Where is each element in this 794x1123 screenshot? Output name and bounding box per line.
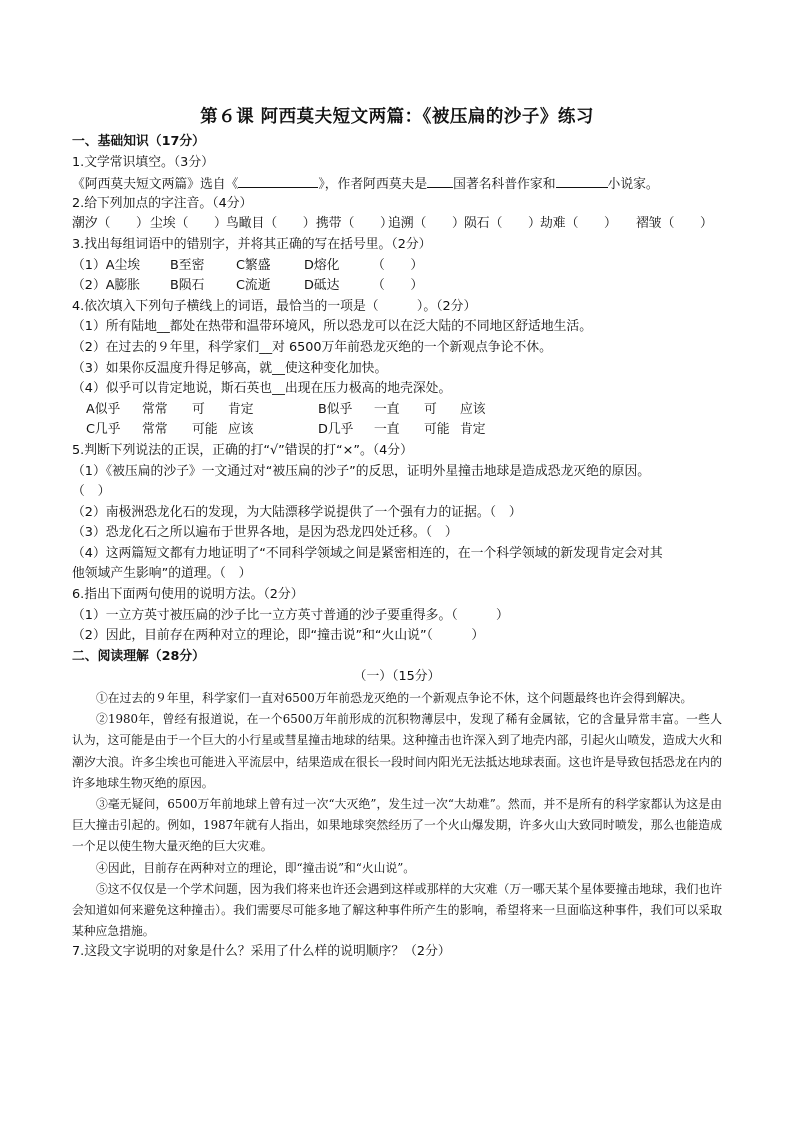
pinyin-item: 尘埃（ ）: [150, 216, 227, 232]
passage-paragraph-3: ③毫无疑问，6500万年前地球上曾有过一次“大灭绝”，发生过一次“大劫难”。然而，并不是所有的科学家都认为这是由巨大撞击引起的。例如，1987年就有人指出，如果地球突然经历了一个火山爆发期，许多火山大致同时喷发，那么也能造成一个足以使生物大量灭绝的巨大灾难。: [72, 797, 722, 854]
question-4-sentence-3: （3）如果你反温度升得足够高，就__使这种变化加快。: [72, 360, 388, 376]
section-heading-basics: 一、基础知识（17分）: [72, 134, 205, 149]
option-word: 可能: [424, 422, 450, 438]
question-2-heading: 2.给下列加点的字注音。（4分）: [72, 195, 253, 211]
option: （2）A膨胀: [72, 278, 141, 294]
question-1-text-d: 小说家。: [607, 177, 659, 193]
answer-bracket[interactable]: （ ）: [72, 484, 111, 500]
option-word: C几乎: [86, 422, 121, 438]
question-3-heading: 3.找出每组词语中的错别字，并将其正确的写在括号里。（2分）: [72, 236, 432, 252]
section-heading-reading: 二、阅读理解（28分）: [72, 648, 205, 664]
question-6-sentence-2: （2）因此，目前存在两种对立的理论，即“撞击说”和“火山说”（ ）: [72, 628, 485, 644]
option-word: B似乎: [318, 401, 353, 417]
answer-blank-country[interactable]: [427, 173, 453, 188]
option-word: 应该: [228, 422, 254, 438]
passage-paragraph-5: ⑤这不仅仅是一个学术问题，因为我们将来也许还会遇到这样或那样的大灾难（万一哪天某个星体要撞击地球，我们也许会知道如何来避免这种撞击）。我们需要尽可能多地了解这种事件所产生的影响，希望将来一旦面临这种事件，我们可以采取某种应急措施。: [72, 881, 722, 939]
answer-blank-book[interactable]: [238, 173, 318, 188]
answer-bracket[interactable]: （ ）: [372, 257, 424, 273]
question-5-statement-4-cont: 他领域产生影响”的道理。（ ）: [72, 566, 252, 582]
option: （1）A尘埃: [72, 257, 141, 273]
passage-paragraph-1: ①在过去的９年里，科学家们一直对6500万年前恐龙灭绝的一个新观点争论不休，这个问题最终也许会得到解决。: [96, 691, 693, 706]
option-word: 可: [424, 401, 437, 417]
option-word: D几乎: [318, 422, 354, 438]
question-5-statement-2: （2）南极洲恐龙化石的发现，为大陆漂移学说提供了一个强有力的证据。（ ）: [72, 504, 522, 520]
option-word: 一直: [374, 401, 400, 417]
option-word: 应该: [460, 401, 486, 417]
pinyin-item: 陨石（ ）: [464, 216, 541, 232]
pinyin-item: 劫难（ ）: [540, 216, 617, 232]
question-4-sentence-1: （1）所有陆地__都处在热带和温带环境风，所以恐龙可以在泛大陆的不同地区舒适地生活。: [72, 319, 593, 335]
answer-bracket[interactable]: （ ）: [372, 278, 424, 294]
pinyin-item: 潮汐（ ）: [72, 216, 149, 232]
question-6-heading: 6.指出下面两句使用的说明方法。（2分）: [72, 587, 304, 603]
question-1-body: [72, 173, 722, 194]
question-7-heading: 7.这段文字说明的对象是什么？采用了什么样的说明顺序？（2分）: [72, 944, 451, 960]
page-title: 第６课 阿西莫夫短文两篇：《被压扁的沙子》练习: [200, 107, 594, 127]
question-6-sentence-1: （1）一立方英寸被压扁的沙子比一立方英寸普通的沙子要重得多。（ ）: [72, 607, 509, 623]
option: B至密: [170, 257, 205, 273]
pinyin-item: 追溯（ ）: [388, 216, 465, 232]
question-5-statement-4: （4）这两篇短文都有力地证明了“不同科学领域之间是紧密相连的，在一个科学领域的新发现肯定会对其: [72, 545, 663, 561]
question-4-options-cd: [72, 420, 722, 441]
question-1-heading: 1.文学常识填空。（3分）: [72, 154, 214, 170]
option: D砥达: [304, 278, 340, 294]
pinyin-item: 鸟瞰目（ ）: [226, 216, 316, 232]
passage-paragraph-4: ④因此，目前存在两种对立的理论，即“撞击说”和“火山说”。: [96, 860, 416, 875]
option-word: 常常: [142, 401, 168, 417]
option-word: 可: [192, 401, 205, 417]
question-1-text-b: 》，作者阿西莫夫是: [318, 177, 428, 193]
question-4-sentence-2: （2）在过去的９年里，科学家们__对 6500万年前恐龙灭绝的一个新观点争论不休。: [72, 339, 552, 355]
option-word: A似乎: [86, 401, 121, 417]
option-word: 肯定: [228, 401, 254, 417]
option-word: 肯定: [460, 422, 486, 438]
question-5-heading: 5.判断下列说法的正误，正确的打“√”错误的打“×”。（4分）: [72, 442, 413, 458]
question-4-options-ab: [72, 400, 722, 421]
option-word: 常常: [142, 422, 168, 438]
option: B陨石: [170, 278, 205, 294]
passage-paragraph-2: ②1980年，曾经有报道说，在一个6500万年前形成的沉积物薄层中，发现了稀有金属铱，它的含量异常丰富。一些人认为，这可能是由于一个巨大的小行星或彗星撞击地球的结果。这种撞击也许深入到了地壳内部，引起火山喷发，造成大火和潮汐大浪。许多尘埃也可能进入平流层中，结果造成在很长一段时间内阳光无法抵达地球表面。这也许是导致包括恐龙在内的许多地球生物灭绝的原因。: [72, 712, 722, 790]
worksheet: [72, 104, 722, 963]
option: C繁盛: [236, 257, 271, 273]
question-4-sentence-4: （4）似乎可以肯定地说，斯石英也__出现在压力极高的地壳深处。: [72, 381, 452, 397]
question-5-statement-1: （1）《被压扁的沙子》一文通过对“被压扁的沙子”的反思，证明外星撞击地球是造成恐龙灭绝的原因。: [72, 463, 651, 479]
question-5-statement-3: （3）恐龙化石之所以遍布于世界各地，是因为恐龙四处迁移。（ ）: [72, 525, 458, 541]
question-3-row-1: [72, 256, 722, 277]
question-3-row-2: [72, 276, 722, 297]
pinyin-item: 褶皱（ ）: [636, 216, 713, 232]
option-word: 可能: [192, 422, 218, 438]
option: C流逝: [236, 278, 271, 294]
question-2-items: [72, 214, 722, 235]
answer-blank-genre[interactable]: [556, 173, 608, 188]
pinyin-item: 携带（ ）: [316, 216, 393, 232]
option-word: 一直: [374, 422, 400, 438]
option: D熔化: [304, 257, 340, 273]
question-4-heading: 4.依次填入下列句子横线上的词语，最恰当的一项是（ ）。（2分）: [72, 298, 477, 314]
question-1-text-c: 国著名科普作家和: [453, 177, 556, 193]
question-1-text-a: 《阿西莫夫短文两篇》选自《: [72, 177, 239, 193]
passage-heading: （一）（15分）: [353, 669, 441, 685]
